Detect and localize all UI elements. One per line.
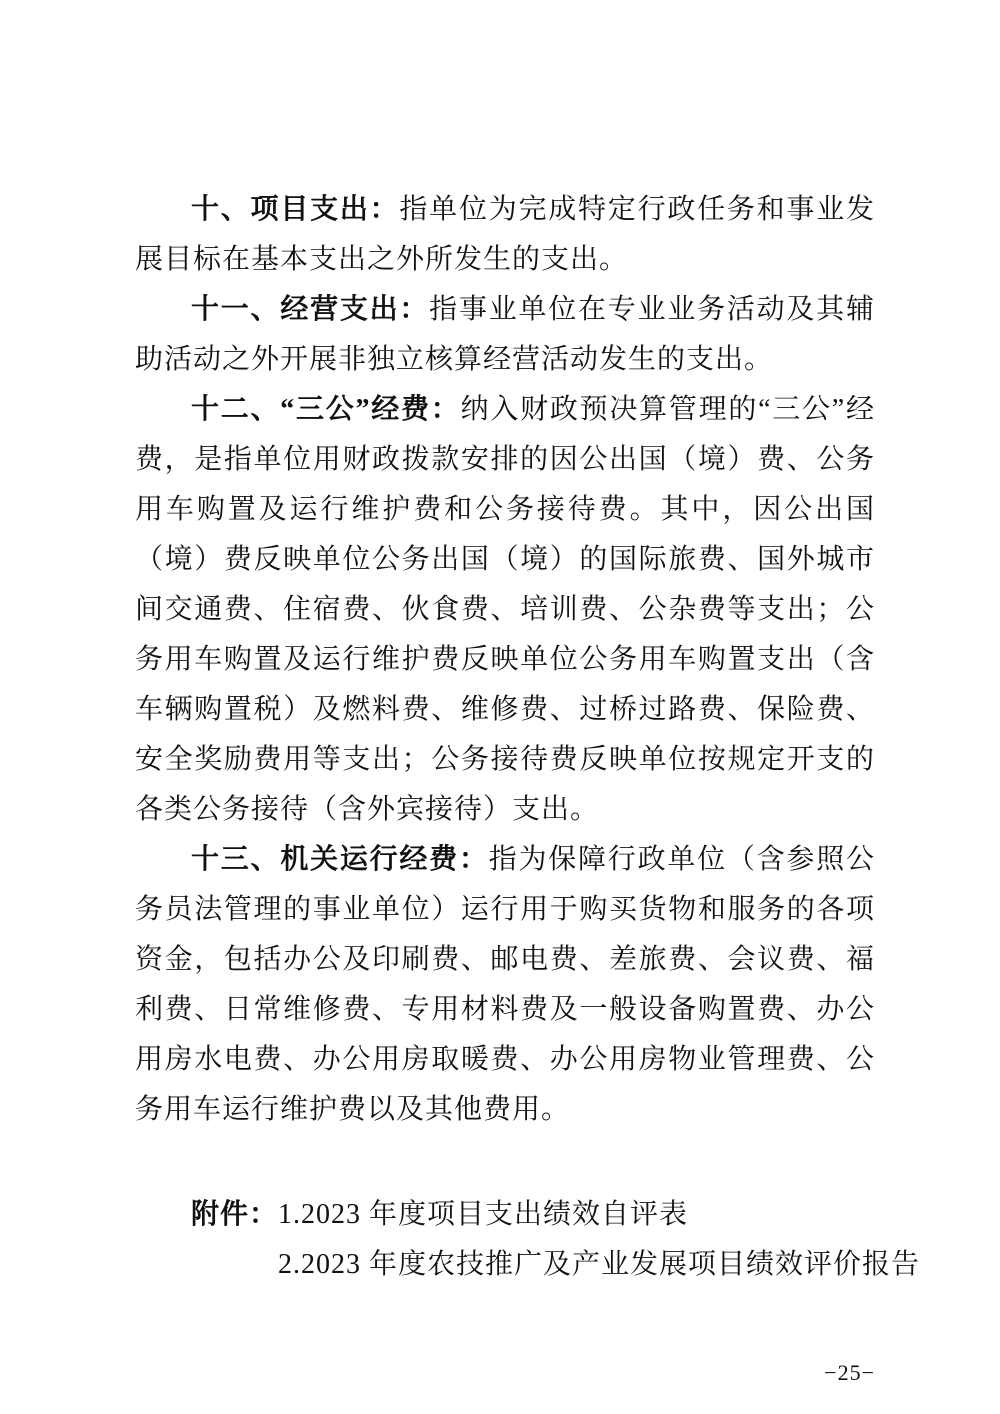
paragraph-heading-operating-expenditure: 十一、经营支出： — [191, 294, 430, 325]
paragraph-text-agency-operating-funds: 指为保障行政单位（含参照公务员法管理的事业单位）运行用于购买货物和服务的各项资金，包括办公及印刷费、邮电费、差旅费、会议费、福利费、日常维修费、专用材料费及一般设备购置费、办公用房水电费、办公用房取暖费、办公用房物业管理费、公务用车运行维护费以及其他费用。 — [135, 844, 875, 1125]
paragraph-project-expenditure — [135, 185, 875, 285]
document-body — [135, 185, 921, 1386]
paragraph-three-public-funds — [135, 385, 875, 835]
attachments-list — [278, 1190, 920, 1290]
attachments-label: 附件： — [191, 1199, 279, 1230]
attachment-item-2: 2.2023 年度农技推广及产业发展项目绩效评价报告 — [278, 1249, 921, 1280]
page-number: −25− — [824, 1360, 875, 1385]
paragraph-agency-operating-funds — [135, 835, 875, 1135]
paragraph-heading-agency-operating-funds: 十三、机关运行经费： — [191, 844, 489, 875]
paragraph-text-three-public-funds: 纳入财政预决算管理的“三公”经费，是指单位用财政拨款安排的因公出国（境）费、公务用车购置及运行维护费和公务接待费。其中，因公出国（境）费反映单位公务出国（境）的国际旅费、国外城市间交通费、住宿费、伙食费、培训费、公杂费等支出；公务用车购置及运行维护费反映单位公务用车购置支出（含车辆购置税）及燃料费、维修费、过桥过路费、保险费、安全奖励费用等支出；公务接待费反映单位按规定开支的各类公务接待（含外宾接待）支出。 — [135, 394, 875, 825]
paragraph-text-operating-expenditure: 指事业单位在专业业务活动及其辅助活动之外开展非独立核算经营活动发生的支出。 — [135, 294, 875, 375]
attachments-block — [135, 1190, 921, 1290]
paragraph-operating-expenditure — [135, 285, 875, 385]
paragraph-heading-project-expenditure: 十、项目支出： — [191, 194, 400, 225]
paragraph-heading-three-public-funds: 十二、“三公”经费： — [191, 394, 461, 425]
paragraph-text-project-expenditure: 指单位为完成特定行政任务和事业发展目标在基本支出之外所发生的支出。 — [135, 194, 875, 275]
attachment-item-1: 1.2023 年度项目支出绩效自评表 — [278, 1199, 689, 1230]
